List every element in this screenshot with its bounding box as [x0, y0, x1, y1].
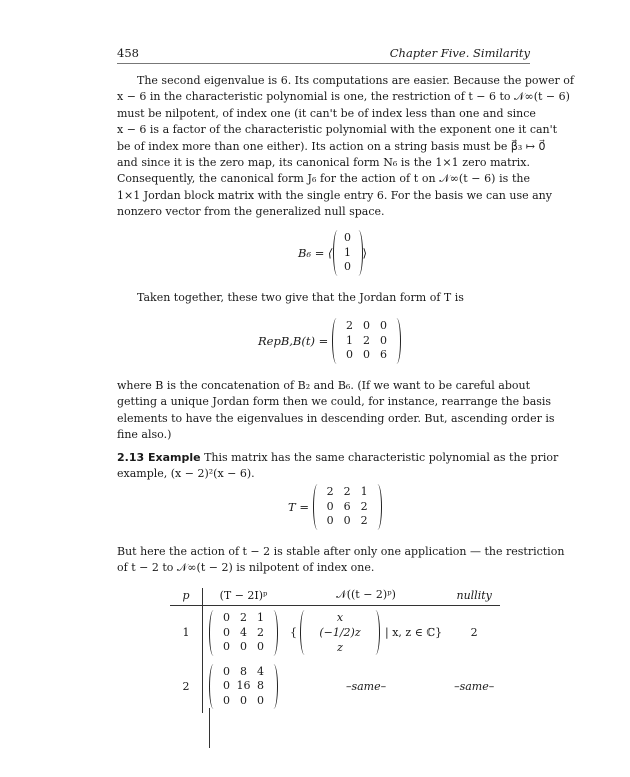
power-matrix-cell [203, 660, 285, 714]
nullspace-set [290, 610, 442, 655]
matrix-entry: 0 [223, 693, 230, 707]
matrix-entry: 0 [257, 640, 264, 653]
matrix-entry: 4 [240, 625, 247, 639]
matrix-entry: 8 [257, 679, 264, 692]
matrix-entry: 1 [360, 485, 368, 498]
header-nullity: nullity [448, 588, 500, 606]
text-line: elements to have the eigenvalues in descending order. But, ascending order is [117, 411, 555, 425]
text-line: x − 6 in the characteristic polynomial is one, the restriction of t − 6 to 𝒩∞(t − 6) [117, 90, 570, 104]
header-nullspace: 𝒩((t − 2)ᵖ) [284, 588, 448, 606]
t-matrix-equation [288, 484, 382, 530]
basis-b6-close: ⟩ [362, 245, 367, 260]
nullity-same: –same– [454, 679, 495, 693]
matrix-entry: 4 [257, 664, 264, 678]
matrix-entry: 0 [223, 640, 230, 653]
text-line: of t − 2 to 𝒩∞(t − 2) is nilpotent of index one. [117, 561, 375, 575]
t-label: T = [288, 499, 313, 514]
nullity-table [170, 588, 500, 713]
p-value: 1 [170, 606, 203, 660]
nullspace-vector [300, 610, 380, 655]
nullity-value: 2 [470, 626, 478, 640]
set-open-brace: { [290, 626, 297, 640]
text-line: 1×1 Jordan block matrix with the single entry 6. For the basis we can use any [117, 188, 552, 202]
matrix-entry: 2 [257, 625, 264, 639]
matrix-entry: 1 [257, 611, 264, 624]
text-line: must be nilpotent, of index one (it can't be of index less than one and since [117, 106, 536, 120]
p-value: 2 [170, 660, 203, 714]
vector-entries [342, 230, 354, 276]
matrix-entry: 1 [344, 245, 351, 259]
matrix-entry: 0 [257, 693, 264, 707]
chapter-title: Chapter Five. Similarity [389, 46, 530, 60]
matrix-entry: 0 [240, 640, 247, 653]
text-line: The second eigenvalue is 6. Its computations are easier. Because the power of [137, 74, 574, 87]
paragraph-concatenation [117, 378, 555, 444]
header-p: p [170, 588, 203, 606]
matrix-entry: 0 [379, 333, 387, 347]
matrix-entry: 0 [344, 231, 351, 244]
matrix-entry: 0 [240, 693, 247, 707]
matrix-entry: 0 [379, 319, 387, 332]
matrix-entry: 0 [223, 679, 230, 692]
matrix-entry: 2 [360, 499, 368, 513]
matrix-entry: 2 [360, 514, 368, 527]
table-rule-extension [209, 708, 210, 748]
matrix-entry: 2 [345, 319, 353, 332]
matrix-entry: 0 [362, 348, 370, 361]
paragraph-stable-action [117, 544, 565, 577]
nullspace-cell [284, 606, 448, 660]
matrix-entry: 6 [379, 348, 387, 361]
matrix-entry: 0 [326, 499, 334, 513]
basis-b6-label: B₆ = ⟨ [298, 245, 333, 260]
matrix-entry: 8 [240, 664, 247, 678]
basis-b6-equation [298, 230, 367, 276]
matrix-entry: 2 [362, 333, 370, 347]
text-line: Consequently, the canonical form J₆ for the action of t on 𝒩∞(t − 6) is the [117, 172, 530, 186]
table-row [170, 660, 500, 714]
matrix-entry: 2 [240, 611, 247, 624]
vector-entry: z [337, 641, 343, 655]
matrix-entry: 2 [326, 485, 334, 498]
matrix-entry: 0 [223, 611, 230, 624]
power-matrix [209, 664, 278, 710]
text-line: where B is the concatenation of B₂ and B₆. (If we want to be careful about [117, 379, 530, 392]
set-condition: | x, z ∈ ℂ} [385, 626, 443, 640]
power-matrix [209, 610, 278, 656]
matrix-entry: 1 [345, 333, 353, 347]
vector-entry: x [336, 611, 344, 625]
matrix-entry: 2 [343, 485, 351, 498]
column-vector [333, 230, 363, 276]
page-header [117, 44, 530, 64]
text-line: example, (x − 2)²(x − 6). [117, 467, 255, 481]
matrix-entry: 0 [345, 348, 353, 361]
rep-label: RepB,B(t) = [258, 333, 329, 348]
text-line: be of index more than one either). Its action on a string basis must be β⃗₃ ↦ 0⃗ [117, 139, 546, 153]
matrix-entry: 0 [343, 514, 351, 527]
nullspace-same: –same– [345, 679, 387, 693]
text-line: and since it is the zero map, its canonical form N₆ is the 1×1 zero matrix. [117, 156, 530, 170]
table-row [170, 606, 500, 660]
matrix-entry: 0 [362, 319, 370, 332]
matrix-entry: 0 [223, 625, 230, 639]
header-power: (T − 2I)ᵖ [203, 588, 285, 606]
text-line: getting a unique Jordan form then we could, for instance, rearrange the basis [117, 395, 552, 409]
text-line: x − 6 is a factor of the characteristic polynomial with the exponent one it can't [117, 123, 558, 137]
matrix-entry: 0 [344, 260, 351, 273]
example-text: This matrix has the same characteristic polynomial as the prior [204, 451, 559, 464]
matrix-entry: 16 [236, 679, 251, 692]
paragraph-second-eigenvalue [117, 73, 574, 221]
t-matrix [313, 484, 382, 530]
power-matrix-cell [203, 606, 285, 660]
text-line: Taken together, these two give that the Jordan form of T is [137, 291, 464, 304]
text-line: nonzero vector from the generalized null space. [117, 205, 385, 219]
page-number: 458 [117, 46, 139, 60]
vector-entry: (−1/2)z [319, 626, 361, 640]
text-line: fine also.) [117, 428, 172, 442]
jordan-matrix [332, 318, 401, 364]
jordan-form-equation [258, 318, 401, 364]
text-line: But here the action of t − 2 is stable after only one application — the restriction [117, 545, 565, 558]
paragraph-taken-together [117, 290, 530, 306]
matrix-entry: 6 [343, 499, 351, 513]
example-2-13 [117, 450, 559, 483]
matrix-entry: 0 [223, 664, 230, 678]
text-line [117, 450, 559, 466]
example-heading: 2.13 Example [117, 451, 201, 464]
matrix-entry: 0 [326, 514, 334, 527]
